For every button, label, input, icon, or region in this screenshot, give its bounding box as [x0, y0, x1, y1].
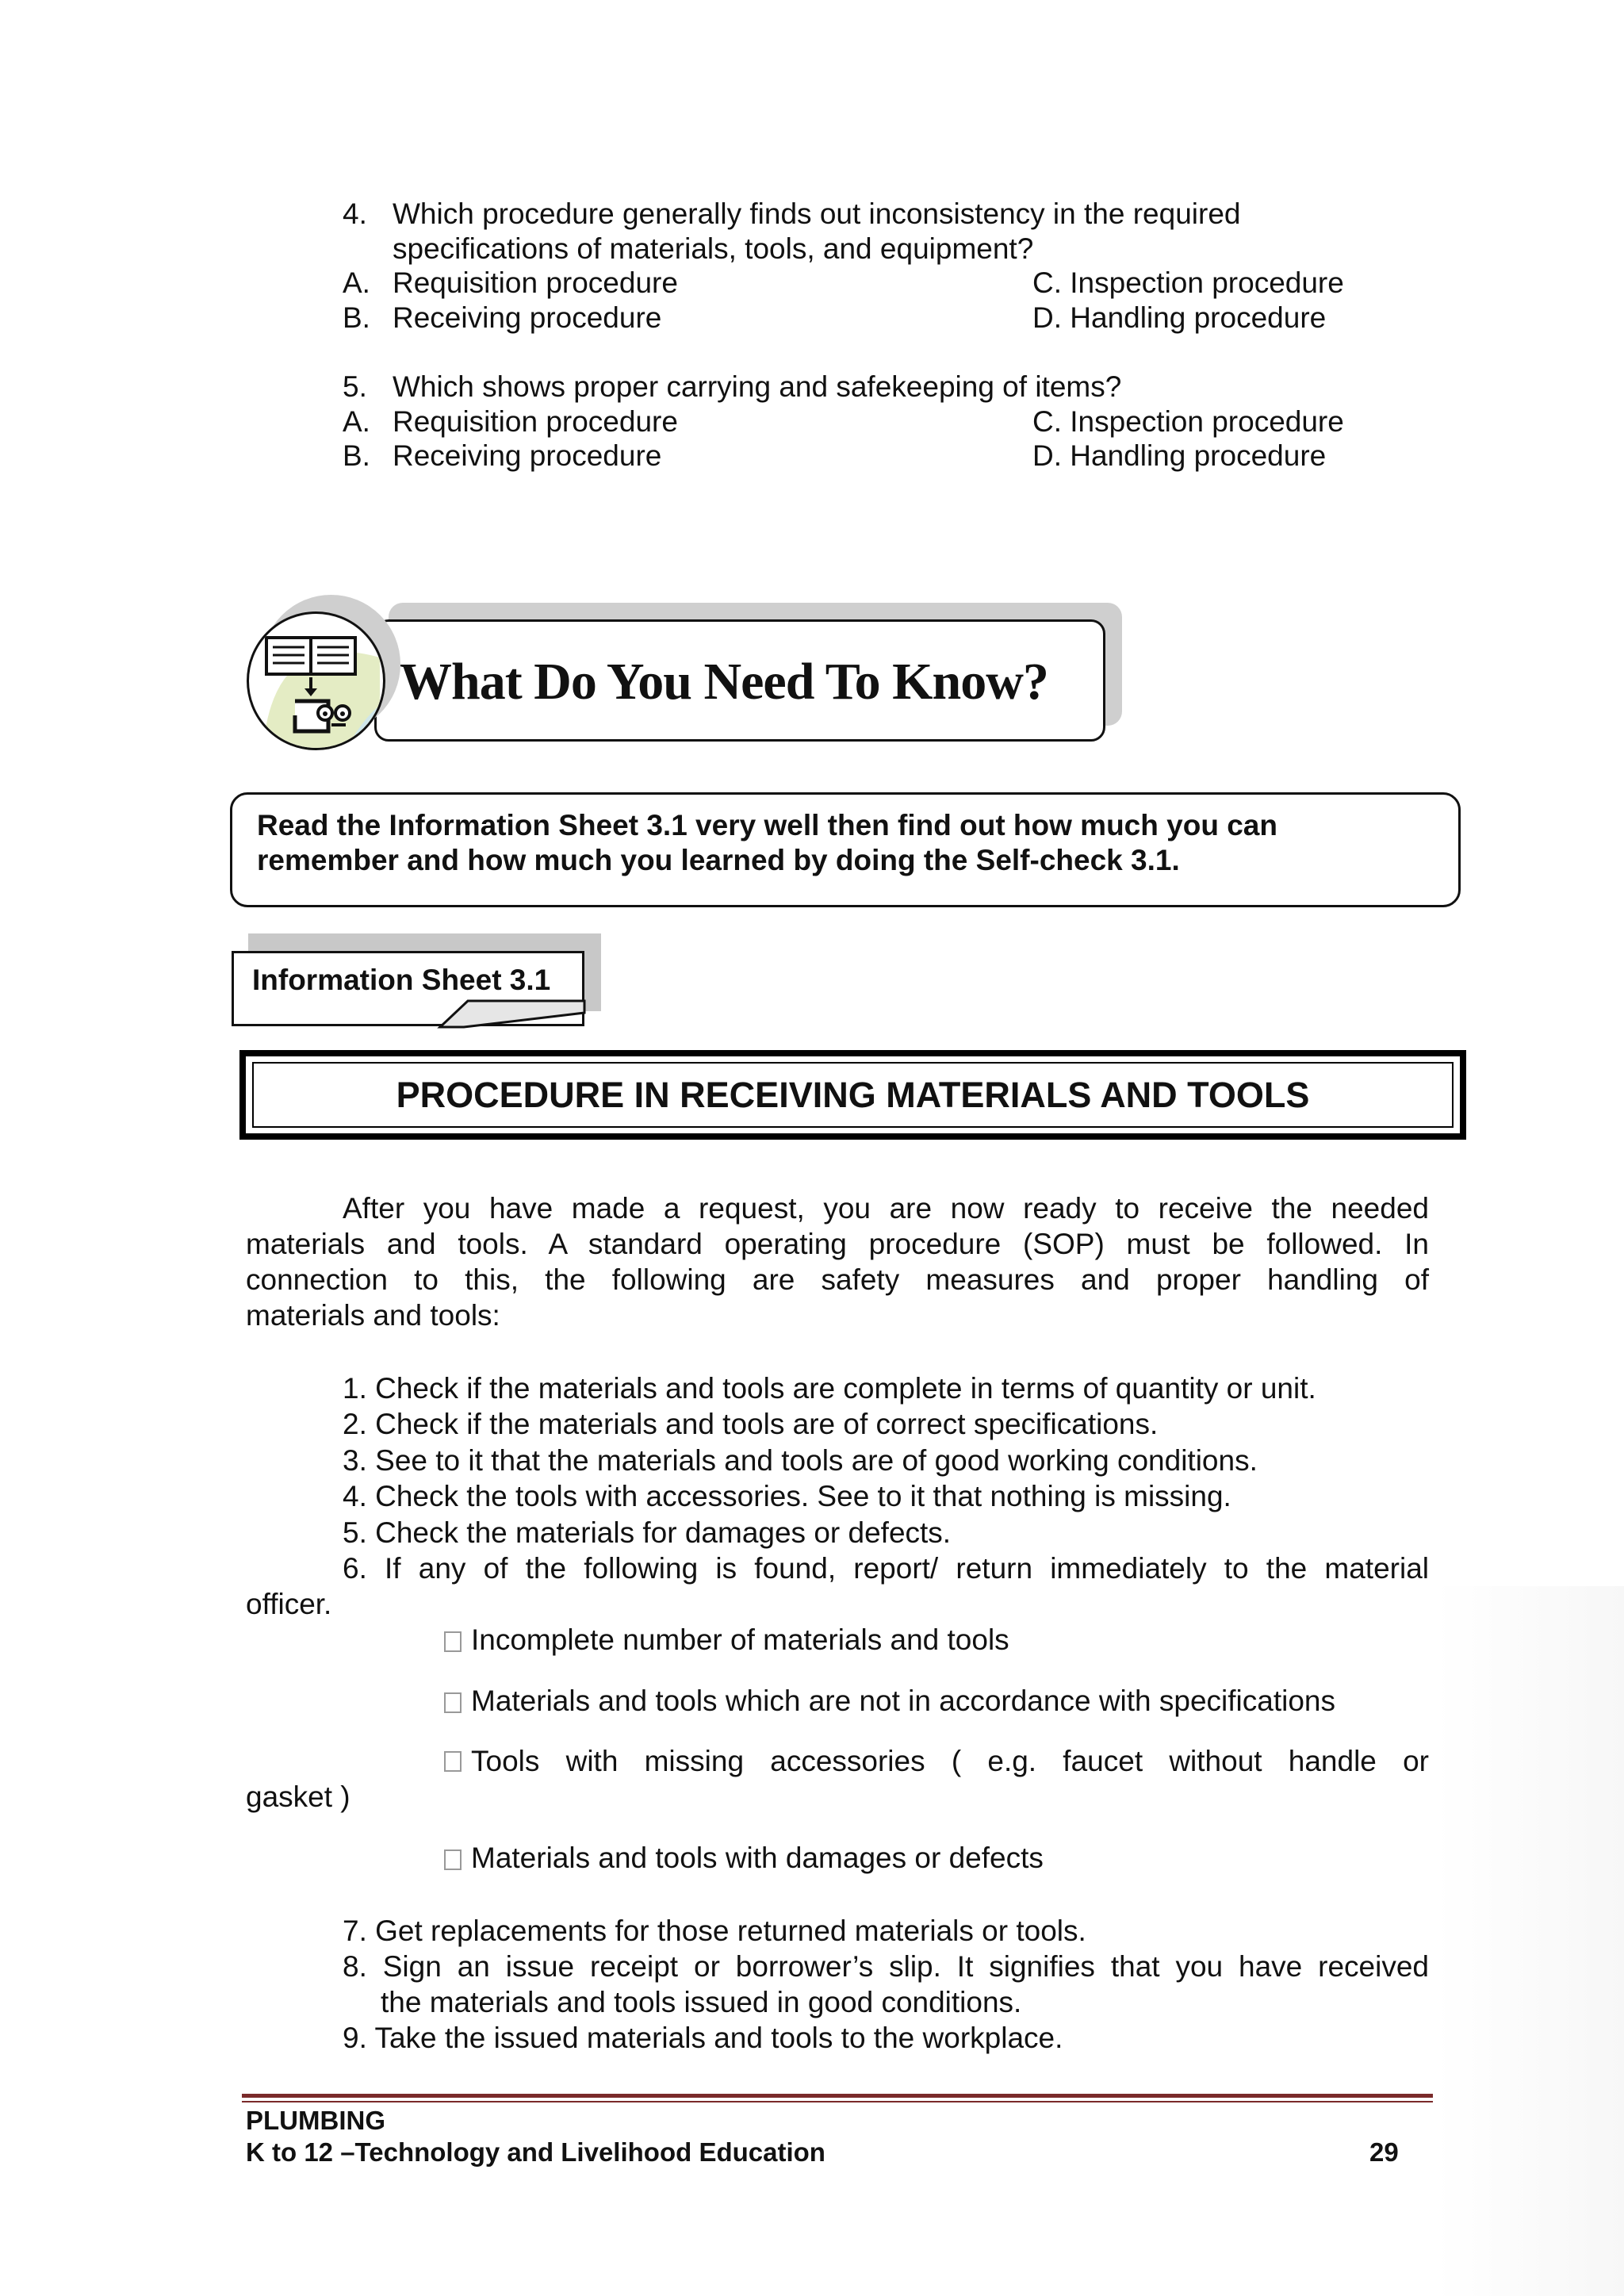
intro-line4: materials and tools:: [246, 1299, 500, 1332]
page-number: 29: [1369, 2137, 1399, 2167]
step-3: 3. See to it that the materials and tools are of good working conditions.: [343, 1444, 1258, 1477]
instruction-line2: remember and how much you learned by doing the Self-check 3.1.: [257, 844, 1180, 876]
q4-text-line2: specifications of materials, tools, and equipment?: [393, 232, 1034, 265]
intro-line1: After you have made a request, you are now ready to receive the needed: [343, 1192, 1429, 1225]
step-2: 2. Check if the materials and tools are of correct specifications.: [343, 1408, 1159, 1440]
bullet-4: Materials and tools with damages or defects: [444, 1841, 1044, 1876]
instruction-line1: Read the Information Sheet 3.1 very well then find out how much you can: [257, 809, 1277, 841]
q5-option-a-letter: A.: [343, 405, 370, 438]
page-edge-shade: [1435, 1586, 1624, 2296]
q5-text-line1: Which shows proper carrying and safekeeping of items?: [393, 370, 1122, 403]
step-1: 1. Check if the materials and tools are complete in terms of quantity or unit.: [343, 1372, 1316, 1405]
bullet-2: Materials and tools which are not in accordance with specifications: [444, 1684, 1335, 1719]
info-sheet-label: Information Sheet 3.1: [252, 964, 551, 996]
step-7: 7. Get replacements for those returned materials or tools.: [343, 1915, 1086, 1947]
step-8-line1: 8. Sign an issue receipt or borrower’s slip. It signifies that you have received: [343, 1950, 1429, 1983]
q5-option-a: Requisition procedure: [393, 405, 678, 438]
footer-rule: [242, 2094, 1433, 2098]
q5-option-c: C. Inspection procedure: [1032, 405, 1344, 438]
q4-text-line1: Which procedure generally finds out inconsistency in the required: [393, 197, 1241, 230]
bullet-box-icon: [444, 1849, 462, 1870]
step-9: 9. Take the issued materials and tools to the workplace.: [343, 2022, 1063, 2054]
bullet-box-icon: [444, 1692, 462, 1713]
step-4: 4. Check the tools with accessories. See to it that nothing is missing.: [343, 1480, 1231, 1512]
bullet-box-icon: [444, 1751, 462, 1772]
bullet-3-line2: gasket ): [246, 1780, 350, 1813]
bullet-3-line1: Tools with missing accessories ( e.g. faucet without handle or: [444, 1744, 1429, 1779]
banner-title: What Do You Need To Know?: [400, 653, 1048, 711]
intro-line2: materials and tools. A standard operating procedure (SOP) must be followed. In: [246, 1228, 1429, 1260]
intro-line3: connection to this, the following are safety measures and proper handling of: [246, 1263, 1429, 1296]
q4-option-a: Requisition procedure: [393, 266, 678, 299]
step-6-line2: officer.: [246, 1588, 332, 1620]
q5-number: 5.: [343, 370, 367, 403]
q4-option-b: Receiving procedure: [393, 301, 662, 334]
q5-option-d: D. Handling procedure: [1032, 439, 1327, 472]
footer-subject: PLUMBING: [246, 2106, 385, 2135]
info-label-tab-icon: [432, 993, 591, 1029]
q4-option-b-letter: B.: [343, 301, 370, 334]
q5-option-b-letter: B.: [343, 439, 370, 472]
q4-option-a-letter: A.: [343, 266, 370, 299]
book-reader-icon: [247, 611, 385, 750]
bullet-1: Incomplete number of materials and tools: [444, 1623, 1009, 1658]
q4-number: 4.: [343, 197, 367, 230]
q5-option-b: Receiving procedure: [393, 439, 662, 472]
footer-rule-thin: [242, 2101, 1433, 2102]
q4-option-c: C. Inspection procedure: [1032, 266, 1344, 299]
bullet-box-icon: [444, 1631, 462, 1652]
step-6-line1: 6. If any of the following is found, report/ return immediately to the material: [343, 1552, 1429, 1585]
footer-course: K to 12 –Technology and Livelihood Education: [246, 2137, 825, 2167]
step-5: 5. Check the materials for damages or defects.: [343, 1516, 952, 1549]
step-8-line2: the materials and tools issued in good conditions.: [381, 1986, 1022, 2018]
section-title: PROCEDURE IN RECEIVING MATERIALS AND TOOLS: [396, 1075, 1310, 1115]
q4-option-d: D. Handling procedure: [1032, 301, 1327, 334]
